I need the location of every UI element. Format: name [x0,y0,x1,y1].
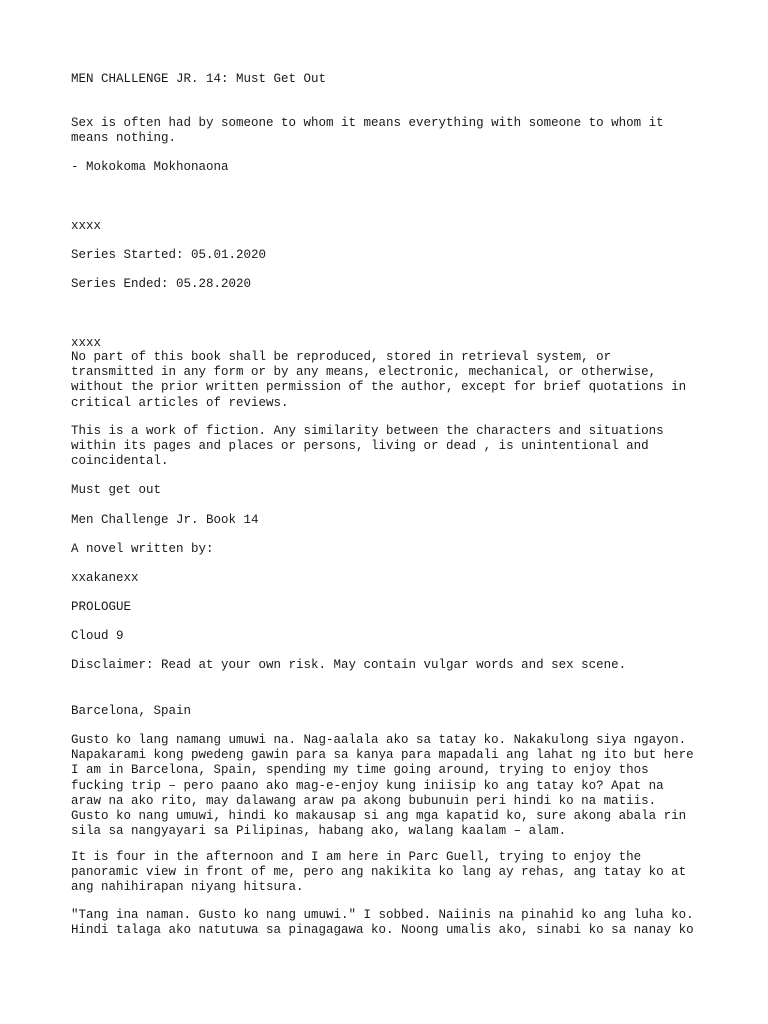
book-title: Must get out [71,483,162,497]
paragraph: Gusto ko lang namang umuwi na. Nag-aalala ako sa tatay ko. Nakakulong siya ngayon. Napakarami kong pwedeng gawin para sa kanya para mapadali ang lahat ng ito but here I am in Barcelona, Spain, spending my time going around, trying to enjoy thos fucking trip – pero paano ako mag-e-enjoy kung iniisip ko ang tatay ko? Apat na araw na ako rito, may dalawang araw pa akong bubunuin peri hindi ko na matiis. Gusto ko nang umuwi, hindi ko makausap si ang mga kapatid ko, sure akong abala rin sila sa nangyayari sa Pilipinas, habang ako, walang kaalam – alam. [71,733,694,839]
paragraph: "Tang ina naman. Gusto ko nang umuwi." I sobbed. Naiinis na pinahid ko ang luha ko. Hindi talaga ako natutuwa sa pinagagawa ko. Noong umalis ako, sinabi ko sa nanay ko [71,908,694,938]
section-heading: PROLOGUE [71,600,132,614]
location-heading: Barcelona, Spain [71,704,192,718]
author-name: xxakanexx [71,571,139,585]
epigraph-quote: Sex is often had by someone to whom it means everything with someone to whom it means nothing. [71,116,664,146]
epigraph-author: - Mokokoma Mokhonaona [71,160,229,174]
document-title: MEN CHALLENGE JR. 14: Must Get Out [71,72,327,86]
series-started: Series Started: 05.01.2020 [71,248,267,262]
copyright-notice: No part of this book shall be reproduced, stored in retrieval system, or transmitted in any form or by any means, electronic, mechanical, or otherwise, without the prior written permission of the author, except for brief quotations in critical articles of reviews. [71,350,687,410]
separator: xxxx [71,336,102,350]
fiction-notice: This is a work of fiction. Any similarity between the characters and situations within its pages and places or persons, living or dead , is unintentional and coincidental. [71,424,664,469]
separator: xxxx [71,219,102,233]
chapter-title: Cloud 9 [71,629,124,643]
series-ended: Series Ended: 05.28.2020 [71,277,252,291]
disclaimer: Disclaimer: Read at your own risk. May contain vulgar words and sex scene. [71,658,627,672]
written-by-label: A novel written by: [71,542,214,556]
series-book: Men Challenge Jr. Book 14 [71,513,259,527]
paragraph: It is four in the afternoon and I am here in Parc Guell, trying to enjoy the panoramic view in front of me, pero ang nakikita ko lang ay rehas, ang tatay ko at ang nahihirapan niyang hitsura. [71,850,687,895]
